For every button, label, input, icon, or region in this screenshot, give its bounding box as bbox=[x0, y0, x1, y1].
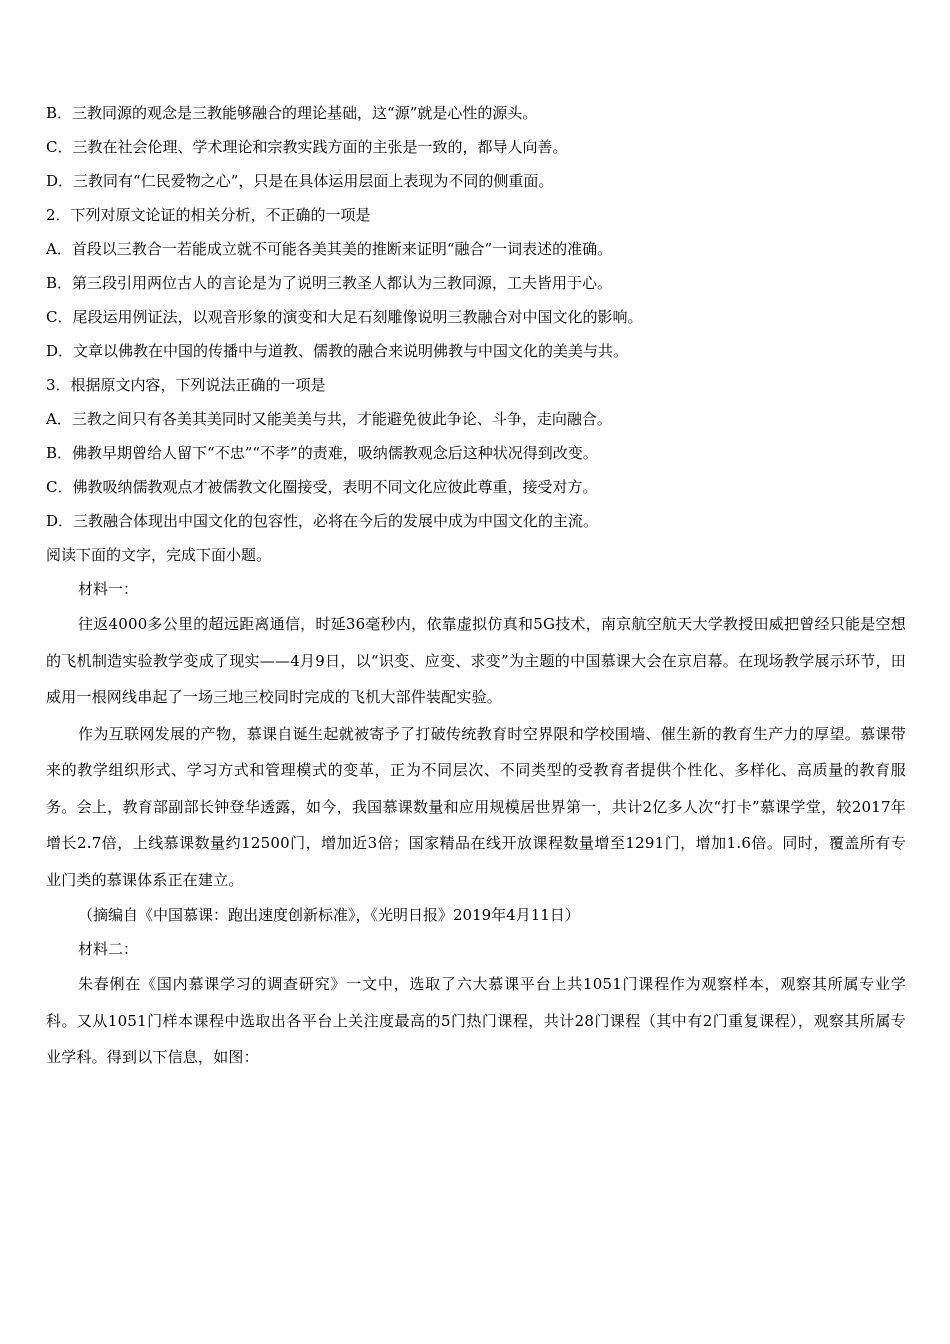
material1-label: 材料一： bbox=[78, 580, 139, 598]
material1-paragraph-1: 往返4000多公里的超远距离通信，时延36毫秒内，依靠虚拟仿真和5G技术，南京航空航天大学教授田威把曾经只能是空想的飞机制造实验教学变成了现实——4月9日，以“识变、应变、求变”为主题的中国慕课大会在京启幕。在现场教学展示环节，田威用一根网线串起了一场三地三校同时完成的飞机大部件装配实验。 bbox=[46, 615, 906, 706]
q3-option-c: C．佛教吸纳儒教观点才被儒教文化圈接受，表明不同文化应彼此尊重，接受对方。 bbox=[46, 478, 598, 496]
q1-option-b: B．三教同源的观念是三教能够融合的理论基础，这“源”就是心性的源头。 bbox=[46, 104, 538, 122]
q2-option-c: C．尾段运用例证法，以观音形象的演变和大足石刻雕像说明三教融合对中国文化的影响。 bbox=[46, 308, 643, 326]
reading-instruction: 阅读下面的文字，完成下面小题。 bbox=[46, 546, 272, 564]
q3-option-a: A．三教之间只有各美其美同时又能美美与共，才能避免彼此争论、斗争，走向融合。 bbox=[46, 410, 612, 428]
document-page bbox=[46, 96, 906, 1076]
q2-option-b: B．第三段引用两位古人的言论是为了说明三教圣人都认为三教同源，工夫皆用于心。 bbox=[46, 274, 613, 292]
material2-paragraph-1: 朱春俐在《国内慕课学习的调查研究》一文中，选取了六大慕课平台上共1051门课程作为观察样本，观察其所属专业学科。又从1051门样本课程中选取出各平台上关注度最高的5门热门课程，共计28门课程（其中有2门重复课程），观察其所属专业学科。得到以下信息，如图： bbox=[46, 975, 906, 1066]
q1-option-d: D．三教同有“仁民爱物之心”，只是在具体运用层面上表现为不同的侧重面。 bbox=[46, 172, 554, 190]
material1-source: （摘编自《中国慕课：跑出速度创新标准》，《光明日报》2019年4月11日） bbox=[78, 906, 580, 924]
q2-option-a: A．首段以三教合一若能成立就不可能各美其美的推断来证明“融合”一词表述的准确。 bbox=[46, 240, 613, 258]
q3-option-d: D．三教融合体现出中国文化的包容性，必将在今后的发展中成为中国文化的主流。 bbox=[46, 512, 599, 530]
q2-option-d: D．文章以佛教在中国的传播中与道教、儒教的融合来说明佛教与中国文化的美美与共。 bbox=[46, 342, 629, 360]
q1-option-c: C．三教在社会伦理、学术理论和宗教实践方面的主张是一致的，都导人向善。 bbox=[46, 138, 568, 156]
q2-stem: 2．下列对原文论证的相关分析，不正确的一项是 bbox=[46, 206, 371, 224]
q3-stem: 3．根据原文内容，下列说法正确的一项是 bbox=[46, 376, 326, 394]
material2-label: 材料二： bbox=[78, 940, 139, 958]
material1-paragraph-2: 作为互联网发展的产物，慕课自诞生起就被寄予了打破传统教育时空界限和学校围墙、催生新的教育生产力的厚望。慕课带来的教学组织形式、学习方式和管理模式的变革，正为不同层次、不同类型的受教育者提供个性化、多样化、高质量的教育服务。会上，教育部副部长钟登华透露，如今，我国慕课数量和应用规模居世界第一，共计2亿多人次“打卡”慕课学堂，较2017年增长2.7倍，上线慕课数量约12500门，增加近3倍；国家精品在线开放课程数量增至1291门，增加1.6倍。同时，覆盖所有专业门类的慕课体系正在建立。 bbox=[46, 724, 906, 889]
q3-option-b: B．佛教早期曾给人留下“不忠”“不孝”的责难，吸纳儒教观念后这种状况得到改变。 bbox=[46, 444, 598, 462]
